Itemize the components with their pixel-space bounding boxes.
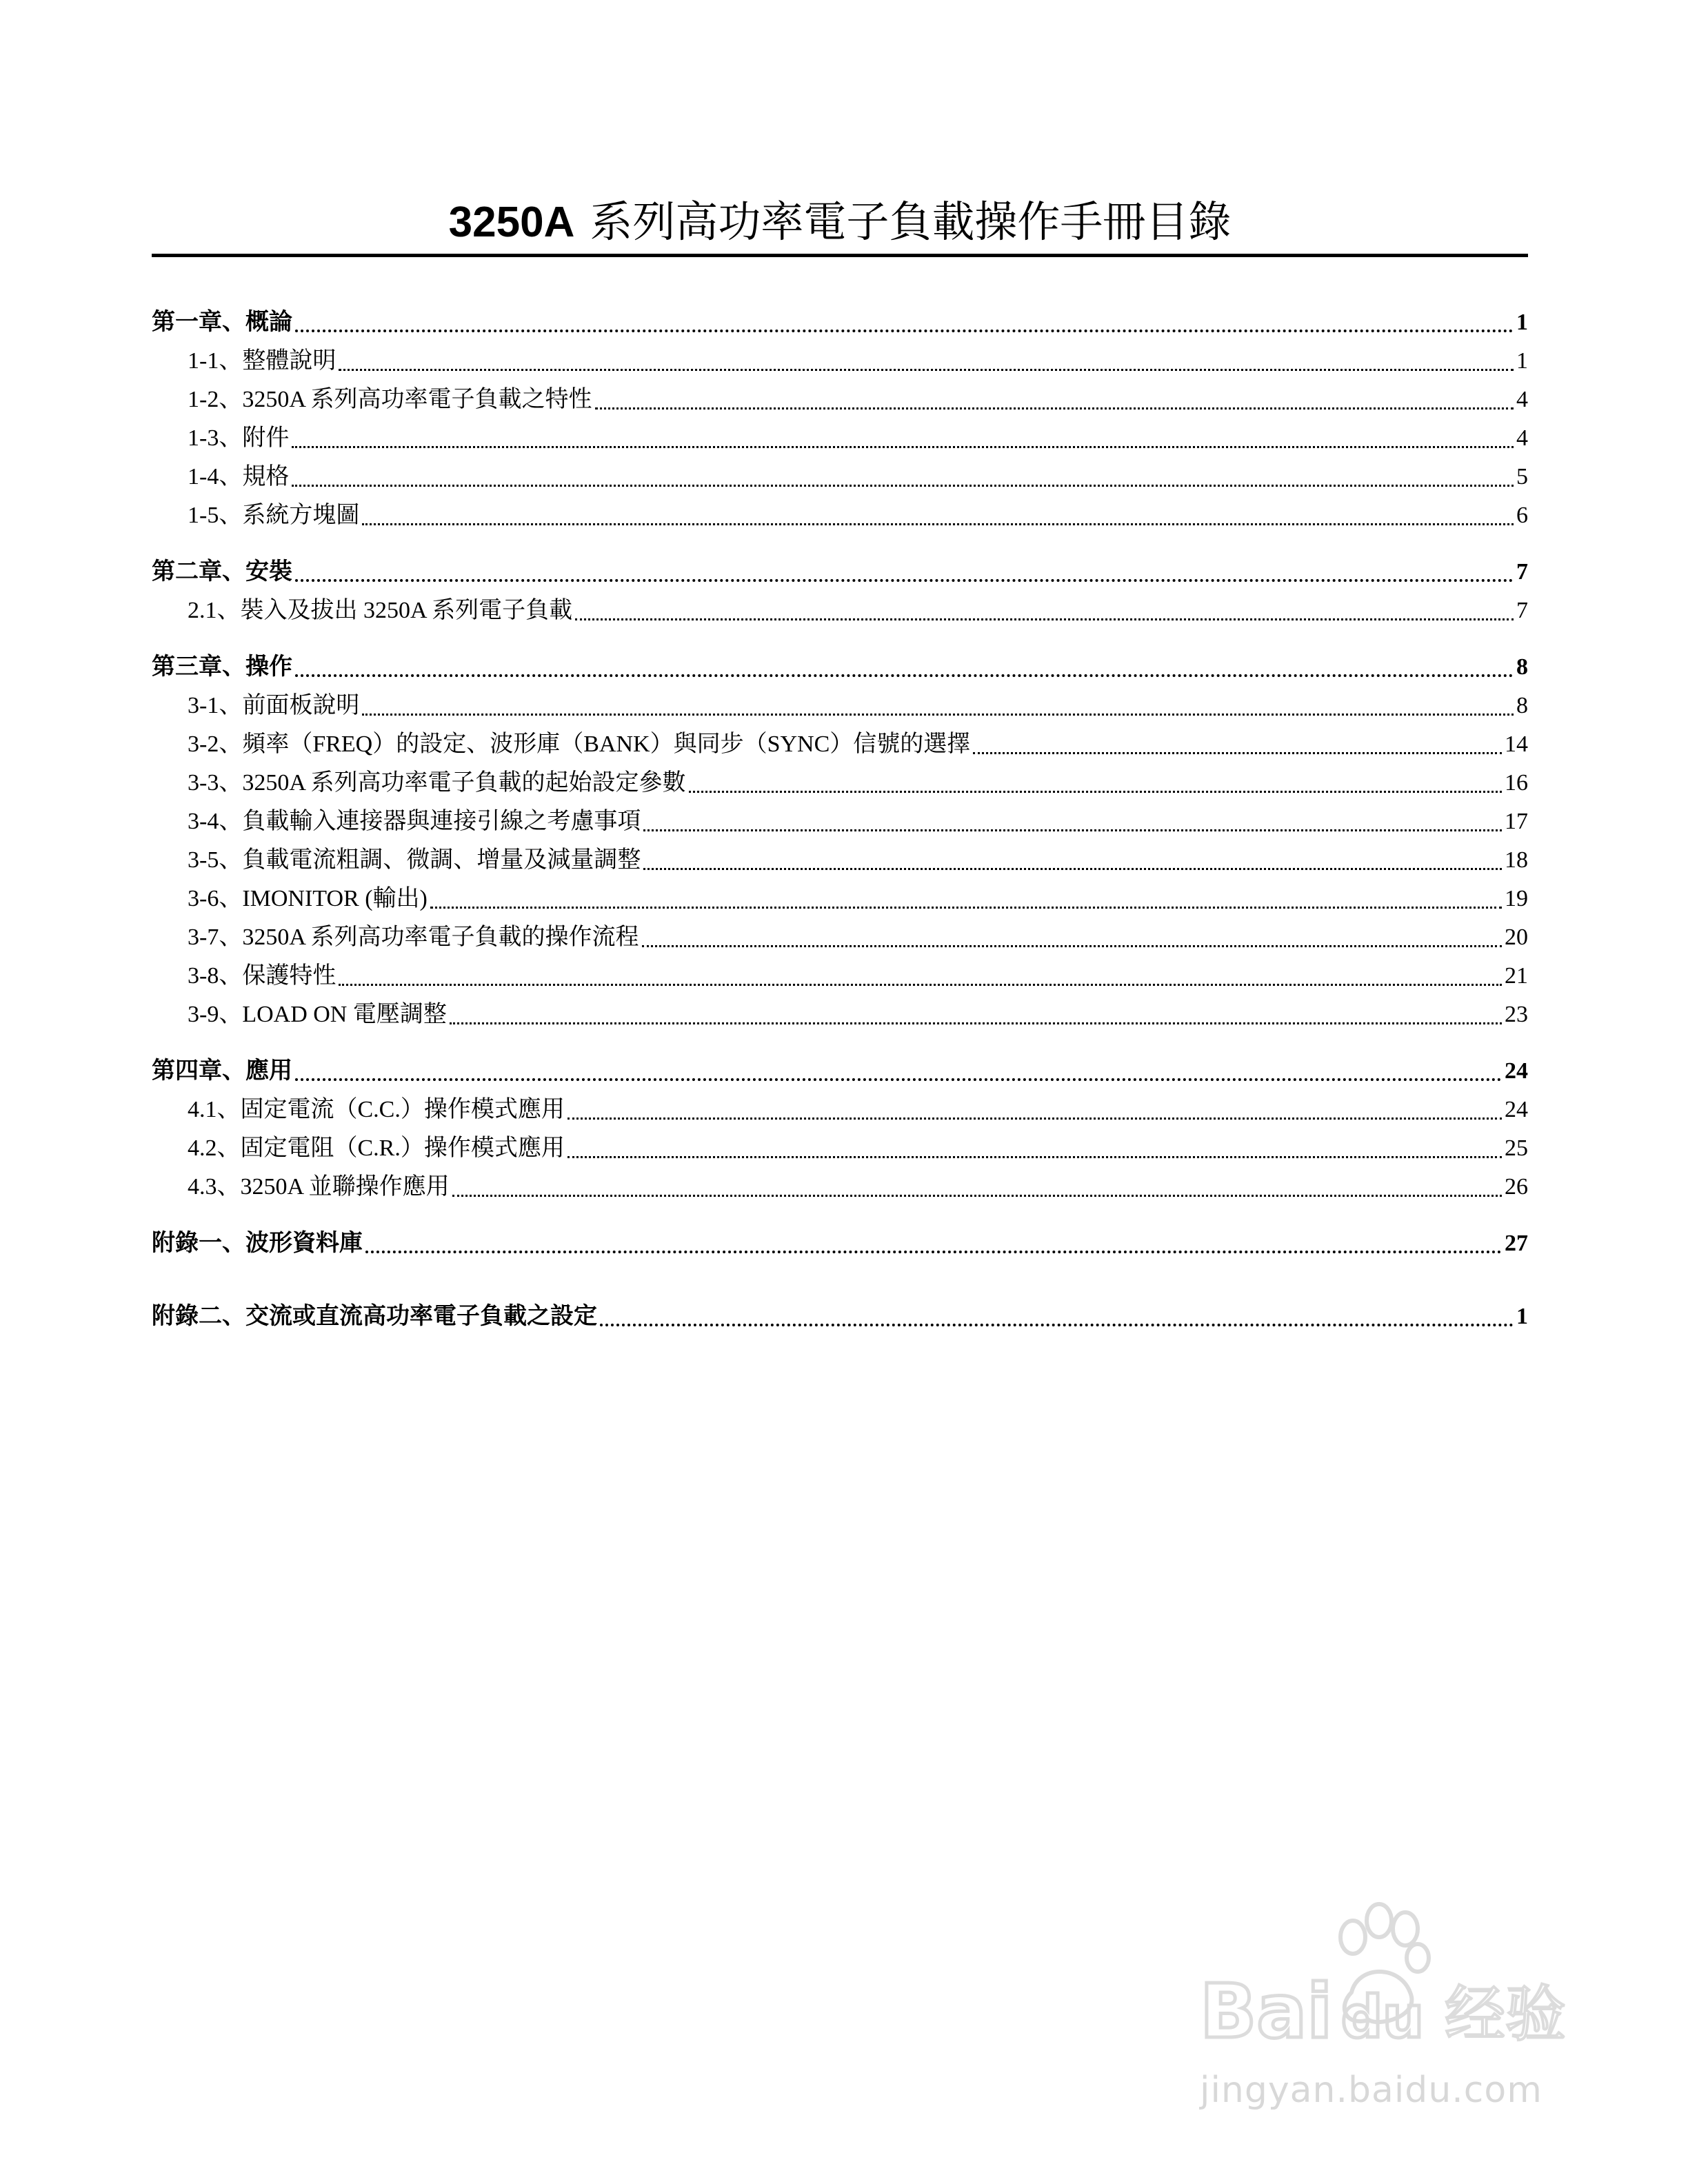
toc-entry-label: 1-2、3250A 系列高功率電子負載之特性 bbox=[188, 387, 592, 412]
dot-leader bbox=[600, 1324, 1514, 1326]
svg-text:du: du bbox=[1341, 1983, 1424, 2051]
toc-entry-label: 3-8、保護特性 bbox=[188, 963, 336, 989]
dot-leader bbox=[567, 1118, 1502, 1120]
toc-section-3-3[interactable] bbox=[152, 764, 1528, 802]
toc-section-3-8[interactable] bbox=[152, 957, 1528, 995]
toc-entry-label: 第一章、概論 bbox=[152, 310, 292, 335]
dot-leader bbox=[362, 523, 1514, 525]
toc-page-number: 24 bbox=[1505, 1097, 1528, 1122]
dot-leader bbox=[339, 369, 1514, 371]
toc-page-number: 21 bbox=[1505, 963, 1528, 989]
table-of-contents bbox=[152, 303, 1528, 1336]
toc-entry-label: 3-4、負載輸入連接器與連接引線之考慮事項 bbox=[188, 809, 641, 834]
toc-page-number: 8 bbox=[1516, 693, 1528, 718]
toc-entry-label: 1-4、規格 bbox=[188, 464, 290, 489]
dot-leader bbox=[643, 829, 1502, 831]
watermark-url: jingyan.baidu.com bbox=[1200, 2070, 1543, 2111]
toc-entry-label: 3-9、LOAD ON 電壓調整 bbox=[188, 1002, 447, 1027]
toc-page-number: 17 bbox=[1505, 809, 1528, 834]
toc-section-2-1[interactable] bbox=[152, 592, 1528, 630]
toc-section-3-9[interactable] bbox=[152, 995, 1528, 1034]
toc-section-3-1[interactable] bbox=[152, 687, 1528, 725]
toc-appendix-2[interactable] bbox=[152, 1297, 1528, 1336]
toc-section-3-5[interactable] bbox=[152, 841, 1528, 880]
toc-page-number: 16 bbox=[1505, 770, 1528, 796]
toc-page-number: 20 bbox=[1505, 924, 1528, 950]
dot-leader bbox=[295, 579, 1514, 582]
dot-leader bbox=[595, 407, 1514, 410]
dot-leader bbox=[295, 1078, 1502, 1081]
toc-page-number: 6 bbox=[1516, 503, 1528, 528]
toc-chapter-4[interactable] bbox=[152, 1052, 1528, 1091]
toc-section-1-1[interactable] bbox=[152, 342, 1528, 381]
toc-entry-label: 1-3、附件 bbox=[188, 425, 290, 451]
toc-page-number: 5 bbox=[1516, 464, 1528, 489]
dot-leader bbox=[362, 714, 1514, 716]
toc-page-number: 25 bbox=[1505, 1135, 1528, 1161]
dot-leader bbox=[450, 1022, 1502, 1024]
toc-section-4-3[interactable] bbox=[152, 1168, 1528, 1206]
dot-leader bbox=[430, 907, 1502, 909]
toc-page-number: 14 bbox=[1505, 731, 1528, 757]
title-divider bbox=[152, 254, 1528, 257]
toc-page-number: 4 bbox=[1516, 425, 1528, 451]
dot-leader bbox=[567, 1156, 1502, 1158]
toc-page-number: 1 bbox=[1516, 1304, 1528, 1329]
dot-leader bbox=[295, 330, 1514, 332]
toc-section-1-3[interactable] bbox=[152, 419, 1528, 458]
toc-section-3-6[interactable] bbox=[152, 880, 1528, 918]
svg-text:Bai: Bai bbox=[1200, 1969, 1333, 2055]
svg-text:经验: 经验 bbox=[1445, 1979, 1567, 2050]
dot-leader bbox=[365, 1251, 1502, 1253]
toc-entry-label: 第四章、應用 bbox=[152, 1058, 292, 1084]
dot-leader bbox=[339, 984, 1502, 986]
toc-entry-label: 4.2、固定電阻（C.R.）操作模式應用 bbox=[188, 1135, 565, 1161]
page-title bbox=[152, 188, 1528, 257]
toc-entry-label: 3-7、3250A 系列高功率電子負載的操作流程 bbox=[188, 924, 639, 950]
title-model: 3250A bbox=[448, 199, 575, 246]
toc-entry-label: 第三章、操作 bbox=[152, 654, 292, 680]
dot-leader bbox=[292, 446, 1514, 448]
dot-leader bbox=[295, 674, 1514, 677]
dot-leader bbox=[643, 868, 1502, 870]
toc-section-3-4[interactable] bbox=[152, 802, 1528, 841]
toc-section-4-2[interactable] bbox=[152, 1129, 1528, 1168]
dot-leader bbox=[575, 618, 1514, 620]
dot-leader bbox=[689, 791, 1503, 793]
toc-page-number: 7 bbox=[1516, 559, 1528, 585]
dot-leader bbox=[973, 752, 1502, 754]
toc-entry-label: 1-5、系統方塊圖 bbox=[188, 503, 360, 528]
baidu-logo-icon bbox=[1172, 1889, 1586, 2061]
toc-section-3-7[interactable] bbox=[152, 918, 1528, 957]
toc-entry-label: 1-1、整體說明 bbox=[188, 348, 336, 374]
toc-entry-label: 2.1、裝入及拔出 3250A 系列電子負載 bbox=[188, 598, 573, 623]
toc-entry-label: 3-3、3250A 系列高功率電子負載的起始設定參數 bbox=[188, 770, 686, 796]
toc-page-number: 1 bbox=[1516, 348, 1528, 374]
toc-entry-label: 3-1、前面板說明 bbox=[188, 693, 360, 718]
toc-page-number: 18 bbox=[1505, 847, 1528, 873]
toc-page-number: 24 bbox=[1505, 1058, 1528, 1084]
toc-entry-label: 3-6、IMONITOR (輸出) bbox=[188, 886, 428, 911]
toc-page-number: 27 bbox=[1505, 1231, 1528, 1256]
dot-leader bbox=[452, 1195, 1502, 1197]
toc-page-number: 23 bbox=[1505, 1002, 1528, 1027]
toc-entry-label: 第二章、安裝 bbox=[152, 559, 292, 585]
toc-page-number: 8 bbox=[1516, 654, 1528, 680]
toc-page-number: 1 bbox=[1516, 310, 1528, 335]
toc-entry-label: 附錄二、交流或直流高功率電子負載之設定 bbox=[152, 1304, 597, 1329]
toc-appendix-1[interactable] bbox=[152, 1224, 1528, 1263]
toc-section-1-2[interactable] bbox=[152, 381, 1528, 419]
dot-leader bbox=[642, 945, 1503, 947]
toc-page-number: 26 bbox=[1505, 1174, 1528, 1200]
toc-page-number: 19 bbox=[1505, 886, 1528, 911]
toc-section-1-4[interactable] bbox=[152, 458, 1528, 496]
toc-entry-label: 3-5、負載電流粗調、微調、增量及減量調整 bbox=[188, 847, 641, 873]
toc-entry-label: 3-2、頻率（FREQ）的設定、波形庫（BANK）與同步（SYNC）信號的選擇 bbox=[188, 731, 971, 757]
toc-chapter-2[interactable] bbox=[152, 553, 1528, 592]
toc-chapter-3[interactable] bbox=[152, 648, 1528, 687]
toc-entry-label: 4.1、固定電流（C.C.）操作模式應用 bbox=[188, 1097, 565, 1122]
title-text: 系列高功率電子負載操作手冊目錄 bbox=[590, 196, 1232, 247]
toc-section-1-5[interactable] bbox=[152, 496, 1528, 535]
toc-section-3-2[interactable] bbox=[152, 725, 1528, 764]
toc-entry-label: 附錄一、波形資料庫 bbox=[152, 1231, 363, 1256]
dot-leader bbox=[292, 485, 1514, 487]
toc-entry-label: 4.3、3250A 並聯操作應用 bbox=[188, 1174, 450, 1200]
baidu-jingyan-watermark bbox=[1172, 1889, 1586, 2116]
toc-section-4-1[interactable] bbox=[152, 1091, 1528, 1129]
toc-chapter-1[interactable] bbox=[152, 303, 1528, 342]
toc-page-number: 7 bbox=[1516, 598, 1528, 623]
toc-page-number: 4 bbox=[1516, 387, 1528, 412]
